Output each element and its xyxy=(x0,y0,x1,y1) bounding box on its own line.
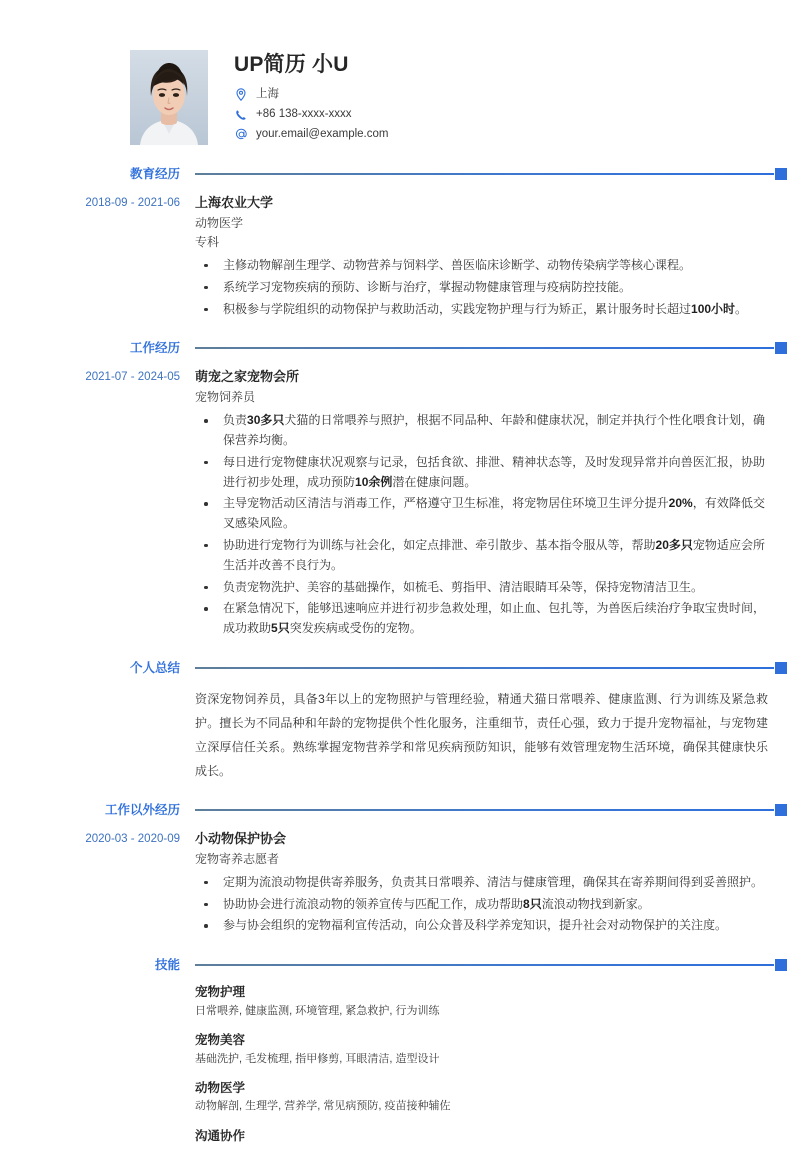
section-title-work: 工作经历 xyxy=(129,341,180,356)
work-entry xyxy=(0,368,800,641)
location-pin-icon xyxy=(234,88,248,102)
education-entry xyxy=(0,194,800,321)
skill-group-name: 宠物护理 xyxy=(195,985,246,1000)
skills-gutter xyxy=(0,976,195,1156)
summary-gutter xyxy=(0,679,195,783)
contact-location-text: 上海 xyxy=(256,88,279,101)
entry-organization: 上海农业大学 xyxy=(195,195,274,211)
section-skills xyxy=(0,954,800,1156)
bullet-item: 定期为流浪动物提供寄养服务，负责其日常喂养、清洁与健康管理，确保其在寄养期间得到妥善照护。 xyxy=(195,873,765,893)
bullet-item: 负责30多只犬猫的日常喂养与照护，根据不同品种、年龄和健康状况，制定并执行个性化喂食计划，确保营养均衡。 xyxy=(195,411,765,451)
entry-role: 宠物饲养员 xyxy=(195,390,256,405)
entry-date: 2020-03 - 2020-09 xyxy=(85,832,180,845)
bullet-item: 主修动物解剖生理学、动物营养与饲料学、兽医临床诊断学、动物传染病学等核心课程。 xyxy=(195,256,765,276)
contact-email xyxy=(234,127,388,142)
extracurricular-entry xyxy=(0,830,800,938)
skill-group-items: 动物解剖, 生理学, 营养学, 常见病预防, 疫苗接种辅佐 xyxy=(195,1100,451,1113)
section-title-summary: 个人总结 xyxy=(129,660,180,675)
section-title-education: 教育经历 xyxy=(129,166,180,181)
phone-icon xyxy=(234,108,248,122)
entry-organization: 小动物保护协会 xyxy=(195,830,287,846)
section-title-extracurricular: 工作以外经历 xyxy=(104,802,180,817)
bullet-item: 系统学习宠物疾病的预防、诊断与治疗，掌握动物健康管理与疫病防控技能。 xyxy=(195,278,765,298)
section-header-education xyxy=(0,163,800,185)
entry-role: 动物医学 xyxy=(195,215,244,230)
contact-email-text: your.email@example.com xyxy=(256,128,389,141)
bullet-item: 主导宠物活动区清洁与消毒工作，严格遵守卫生标准，将宠物居住环境卫生评分提升20%，有效降低交叉感染风险。 xyxy=(195,494,765,534)
section-header-work xyxy=(0,337,800,359)
section-divider xyxy=(195,173,774,175)
entry-date: 2021-07 - 2024-05 xyxy=(85,371,180,384)
skill-group-name: 沟通协作 xyxy=(195,1128,246,1143)
skill-group xyxy=(195,983,765,1020)
entry-body xyxy=(195,830,800,938)
section-header-extracurricular xyxy=(0,799,800,821)
summary-body xyxy=(0,679,800,783)
bullet-item: 每日进行宠物健康状况观察与记录，包括食欲、排泄、精神状态等，及时发现异常并向兽医汇报，协助进行初步处理，成功预防10余例潜在健康问题。 xyxy=(195,453,765,493)
page-title: UP简历 小U xyxy=(234,53,349,76)
summary-text: 资深宠物饲养员，具备3年以上的宠物照护与管理经验，精通犬猫日常喂养、健康监测、行为训练及紧急救护。擅长为不同品种和年龄的宠物提供个性化服务，注重细节，责任心强，致力于提升宠物福祉，与宠物建立深厚信任关系。熟练掌握宠物营养学和常见疾病预防知识，能够有效管理宠物生活环境，确保其健康快乐成长。 xyxy=(195,691,768,778)
email-at-icon xyxy=(234,128,248,142)
skill-group-items: 日常喂养, 健康监测, 环境管理, 紧急救护, 行为训练 xyxy=(195,1004,440,1017)
contact-location xyxy=(234,87,388,102)
section-extracurricular xyxy=(0,799,800,938)
section-summary xyxy=(0,657,800,783)
avatar xyxy=(130,50,208,145)
contact-phone-text: +86 138-xxxx-xxxx xyxy=(256,108,352,121)
entry-degree: 专科 xyxy=(195,234,220,249)
section-header-summary xyxy=(0,657,800,679)
section-divider xyxy=(195,667,774,669)
bullet-item: 积极参与学院组织的动物保护与救助活动，实践宠物护理与行为矫正，累计服务时长超过100小时。 xyxy=(195,300,765,320)
entry-bullet-list xyxy=(195,411,765,639)
section-education xyxy=(0,163,800,321)
skills-list xyxy=(195,976,800,1156)
section-header-skills xyxy=(0,954,800,976)
section-divider xyxy=(195,347,774,349)
bullet-item: 参与协会组织的宠物福利宣传活动，向公众普及科学养宠知识，提升社会对动物保护的关注度。 xyxy=(195,916,765,936)
section-divider xyxy=(195,964,774,966)
skill-group-name: 宠物美容 xyxy=(195,1032,246,1047)
entry-organization: 萌宠之家宠物会所 xyxy=(195,369,300,385)
skill-group-name: 动物医学 xyxy=(195,1080,246,1095)
skill-group xyxy=(195,1031,765,1068)
section-work xyxy=(0,337,800,641)
section-divider xyxy=(195,809,774,811)
entry-body xyxy=(195,368,800,641)
skill-group xyxy=(195,1127,765,1146)
skill-group xyxy=(195,1079,765,1116)
bullet-item: 负责宠物洗护、美容的基础操作，如梳毛、剪指甲、清洁眼睛耳朵等，保持宠物清洁卫生。 xyxy=(195,578,765,598)
entry-bullet-list xyxy=(195,256,765,319)
header-info xyxy=(208,50,388,147)
section-title-skills: 技能 xyxy=(154,957,180,972)
bullet-item: 协助进行宠物行为训练与社会化，如定点排泄、牵引散步、基本指令服从等，帮助20多只宠物适应会所生活并改善不良行为。 xyxy=(195,536,765,576)
skill-group-items: 基础洗护, 毛发梳理, 指甲修剪, 耳眼清洁, 造型设计 xyxy=(195,1052,440,1065)
resume-header xyxy=(0,0,800,147)
entry-role: 宠物寄养志愿者 xyxy=(195,851,280,866)
bullet-item: 协助协会进行流浪动物的领养宣传与匹配工作，成功帮助8只流浪动物找到新家。 xyxy=(195,895,765,915)
entry-body xyxy=(195,194,800,321)
contact-phone xyxy=(234,107,388,122)
entry-date: 2018-09 - 2021-06 xyxy=(85,197,180,210)
bullet-item: 在紧急情况下，能够迅速响应并进行初步急救处理，如止血、包扎等，为兽医后续治疗争取宝贵时间，成功救助5只突发疾病或受伤的宠物。 xyxy=(195,599,765,639)
skills-body xyxy=(0,976,800,1156)
entry-bullet-list xyxy=(195,873,765,936)
